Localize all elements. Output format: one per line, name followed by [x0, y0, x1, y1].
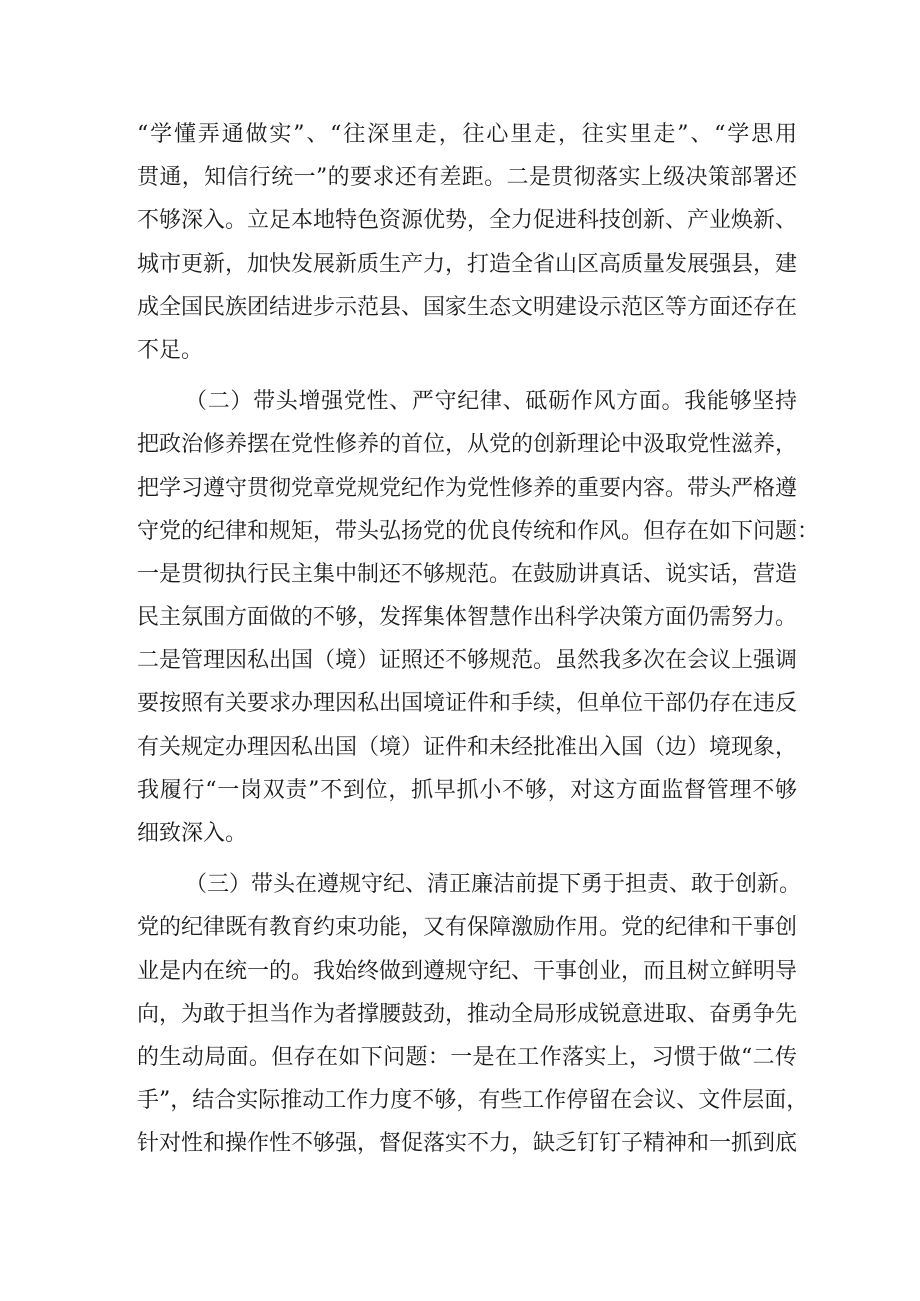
text-line: 不够深入。立足本地特色资源优势，全力促进科技创新、产业焕新、: [137, 208, 798, 234]
text-line: 党的纪律既有教育约束功能，又有保障激励作用。党的纪律和干事创: [137, 915, 798, 941]
text-line: 业是内在统一的。我始终做到遵规守纪、干事创业，而且树立鲜明导: [137, 958, 798, 984]
text-line: 细致深入。: [137, 821, 248, 846]
text-line: 贯通，知信行统一”的要求还有差距。二是贯彻落实上级决策部署还: [137, 165, 797, 191]
text-line: 民主氛围方面做的不够，发挥集体智慧作出科学决策方面仍需努力。: [137, 605, 798, 631]
text-line: 的生动局面。但存在如下问题：一是在工作落实上，习惯于做“二传: [137, 1044, 797, 1070]
document-body: [137, 113, 820, 1166]
paragraph-section-3: [137, 863, 809, 1165]
paragraph-continuation: [137, 113, 797, 372]
text-line: 把学习遵守贯彻党章党规党纪作为党性修养的重要内容。带头严格遵: [137, 475, 798, 501]
text-line: 不足。: [137, 337, 204, 363]
paragraph-gap: [137, 372, 797, 380]
text-line: 手”，结合实际推动工作力度不够，有些工作停留在会议、文件层面，: [137, 1088, 809, 1114]
text-line: 把政治修养摆在党性修养的首位，从党的创新理论中汲取党性滋养，: [137, 432, 798, 458]
paragraph-section-2: [137, 380, 820, 855]
text-line: 我履行“一岗双责”不到位，抓早抓小不够，对这方面监督管理不够: [137, 777, 797, 803]
text-line: 守党的纪律和规矩，带头弘扬党的优良传统和作风。但存在如下问题：: [137, 518, 820, 544]
text-line: 城市更新，加快发展新质生产力，打造全省山区高质量发展强县，建: [137, 251, 798, 277]
section-heading-line: （三）带头在遵规守纪、清正廉洁前提下勇于担责、敢于创新。: [185, 872, 802, 898]
text-line: 一是贯彻执行民主集中制还不够规范。在鼓励讲真话、说实话，营造: [137, 561, 798, 587]
text-line: 要按照有关要求办理因私出国境证件和手续，但单位干部仍存在违反: [137, 691, 798, 717]
text-line: 有关规定办理因私出国（境）证件和未经批准出入国（边）境现象，: [137, 734, 798, 760]
text-line: 二是管理因私出国（境）证照还不够规范。虽然我多次在会议上强调: [137, 648, 798, 674]
paragraph-gap: [137, 855, 797, 863]
text-line: 针对性和操作性不够强，督促落实不力，缺乏钉钉子精神和一抓到底: [137, 1131, 798, 1157]
section-heading-line: （二）带头增强党性、严守纪律、砥砺作风方面。我能够坚持: [185, 389, 797, 415]
text-line: 向，为敢于担当作为者撑腰鼓劲，推动全局形成锐意进取、奋勇争先: [137, 1001, 798, 1027]
text-line: “学懂弄通做实”、“往深里走，往心里走，往实里走”、“学思用: [137, 122, 797, 147]
text-line: 成全国民族团结进步示范县、国家生态文明建设示范区等方面还存在: [137, 294, 798, 320]
